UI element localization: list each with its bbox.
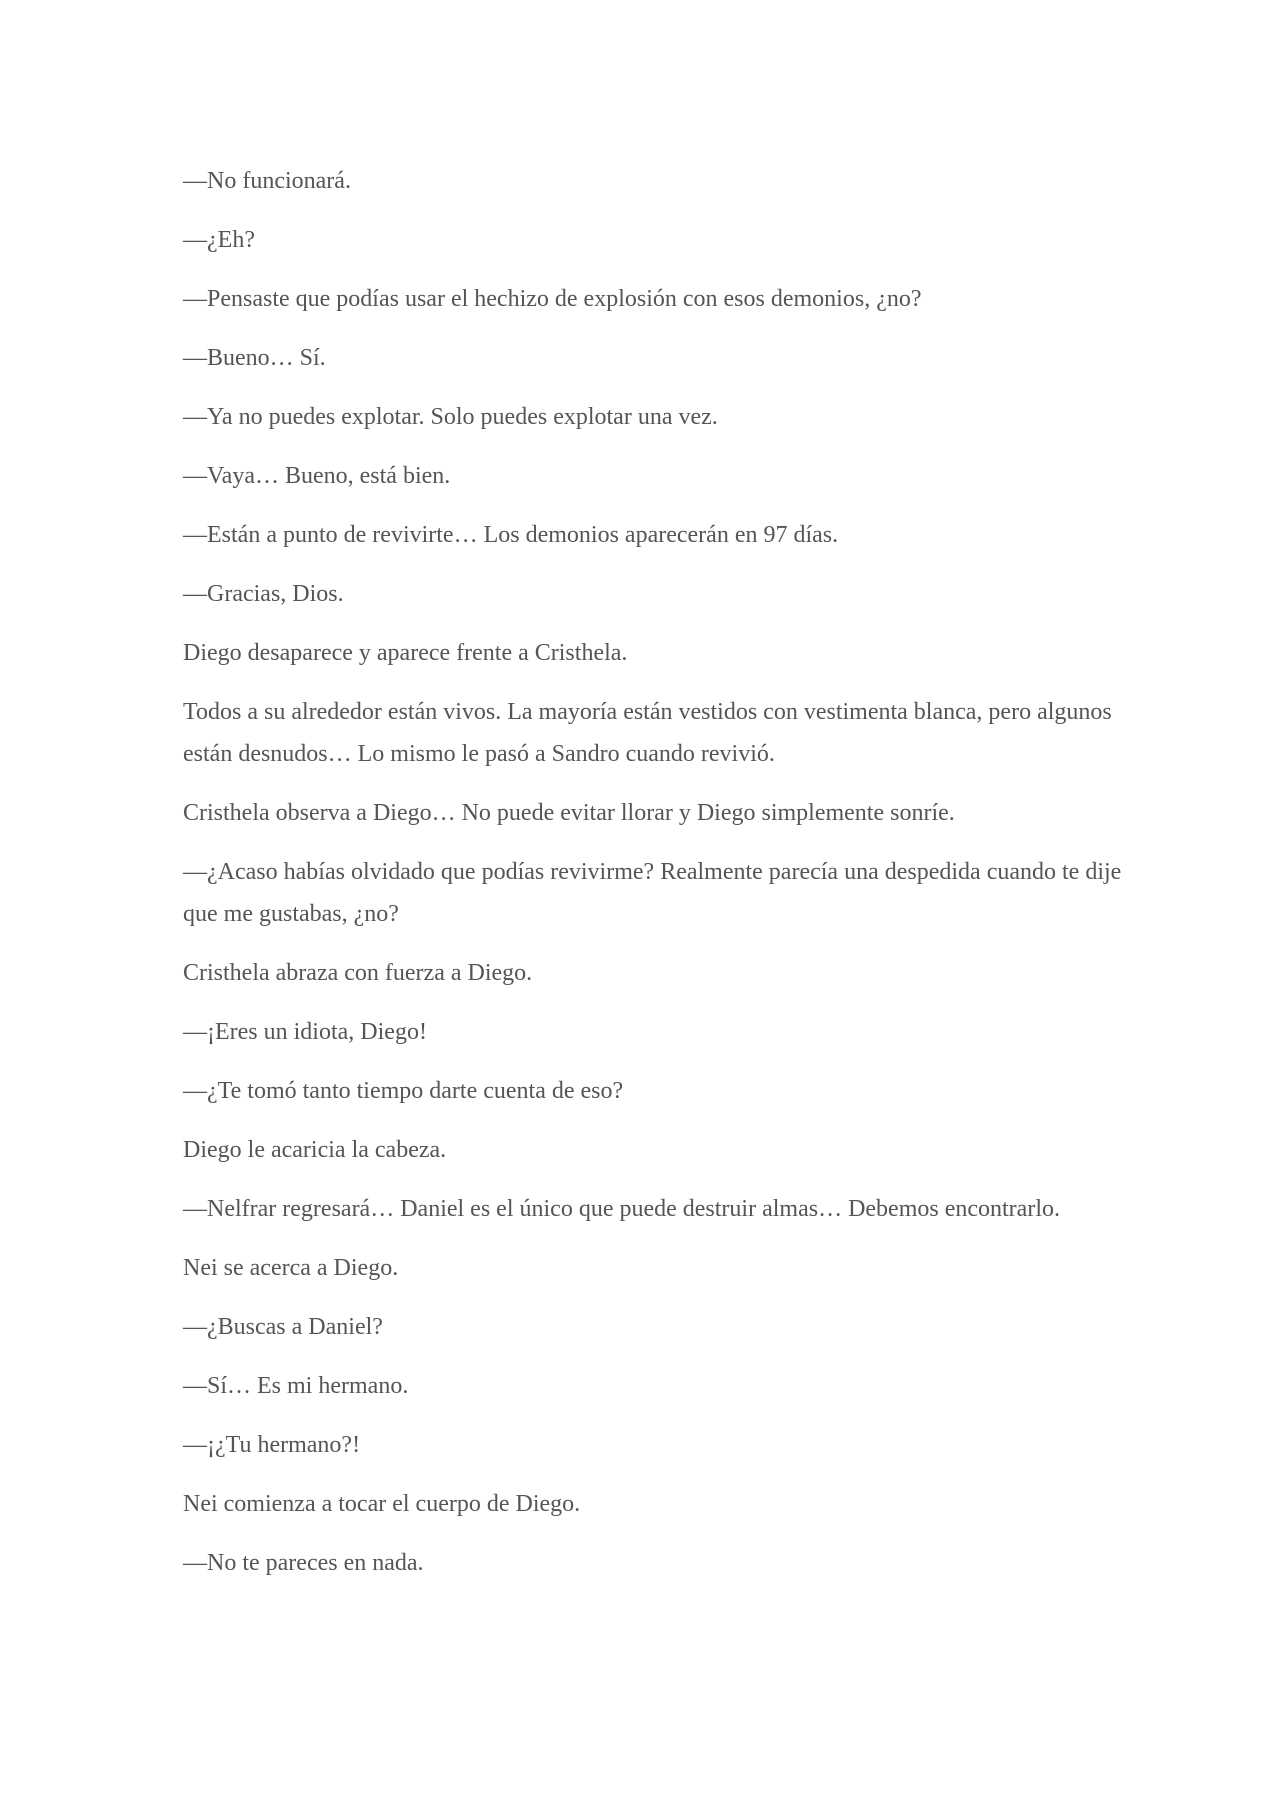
paragraph: —No funcionará.	[183, 168, 351, 194]
paragraph: —¿Buscas a Daniel?	[183, 1314, 383, 1340]
paragraph: —¡Eres un idiota, Diego!	[183, 1019, 427, 1045]
paragraph: Cristhela observa a Diego… No puede evitar llorar y Diego simplemente sonríe.	[183, 800, 955, 826]
paragraph: —Pensaste que podías usar el hechizo de explosión con esos demonios, ¿no?	[183, 286, 922, 312]
paragraph: —¿Acaso habías olvidado que podías revivirme? Realmente parecía una despedida cuando te dije que me gustabas, ¿no?	[183, 859, 1122, 927]
paragraph: —Están a punto de revivirte… Los demonios aparecerán en 97 días.	[183, 522, 839, 548]
paragraph: —Nelfrar regresará… Daniel es el único que puede destruir almas… Debemos encontrarlo.	[183, 1196, 1060, 1222]
paragraph: —¿Te tomó tanto tiempo darte cuenta de eso?	[183, 1078, 624, 1104]
document-body	[183, 160, 1123, 1601]
paragraph: —Gracias, Dios.	[183, 581, 344, 607]
paragraph: Cristhela abraza con fuerza a Diego.	[183, 960, 533, 986]
paragraph: —Sí… Es mi hermano.	[183, 1373, 409, 1399]
paragraph: Diego desaparece y aparece frente a Cristhela.	[183, 640, 628, 666]
paragraph: Diego le acaricia la cabeza.	[183, 1137, 447, 1163]
paragraph: —Ya no puedes explotar. Solo puedes explotar una vez.	[183, 404, 718, 430]
paragraph: —¡¿Tu hermano?!	[183, 1432, 361, 1458]
paragraph: —Vaya… Bueno, está bien.	[183, 463, 451, 489]
paragraph: —Bueno… Sí.	[183, 345, 326, 371]
paragraph: —No te pareces en nada.	[183, 1550, 424, 1576]
paragraph: —¿Eh?	[183, 227, 255, 253]
paragraph: Todos a su alrededor están vivos. La mayoría están vestidos con vestimenta blanca, pero algunos están desnudos… Lo mismo le pasó a Sandro cuando revivió.	[183, 699, 1112, 767]
paragraph: Nei se acerca a Diego.	[183, 1255, 399, 1281]
paragraph: Nei comienza a tocar el cuerpo de Diego.	[183, 1491, 581, 1517]
